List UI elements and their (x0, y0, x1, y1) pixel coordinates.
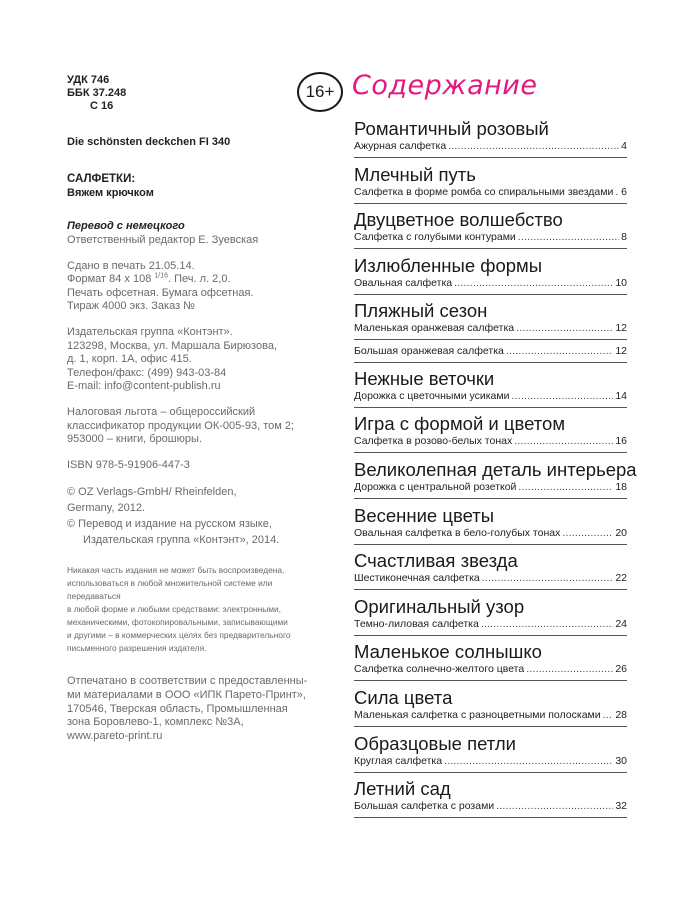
toc-section-title: Излюбленные формы (354, 254, 543, 276)
toc-entry-page: 26 (615, 663, 627, 676)
toc-entry-page: 22 (615, 572, 627, 585)
printer-line: ми материалами в ООО «ИПК Парето-Принт», (67, 688, 306, 701)
toc-entry-page: 18 (615, 481, 627, 494)
toc-entry-page: 24 (615, 617, 627, 630)
toc-section-title: Счастливая звезда (354, 550, 518, 572)
toc-entry-name: Маленькая оранжевая салфетка (354, 322, 515, 335)
toc-section-title: Образцовые петли (354, 732, 516, 754)
toc-entry[interactable] (354, 481, 627, 499)
tax-line: Налоговая льгота – общероссийский (67, 405, 256, 418)
bbk-code: ББК 37.248 (67, 87, 127, 99)
toc-section-title: Летний сад (354, 778, 451, 800)
toc-section-title: Маленькое солнышко (354, 641, 542, 663)
print-info (67, 260, 322, 314)
toc-entry[interactable] (354, 663, 627, 681)
classification-codes (67, 74, 322, 113)
toc-entry[interactable] (354, 140, 627, 158)
rights-notice (67, 564, 322, 655)
toc-entry-name: Дорожка с цветочными усиками (354, 389, 510, 402)
dot-leader (514, 435, 613, 448)
toc-section-title: Романтичный розовый (354, 118, 549, 139)
toc-section (354, 687, 627, 733)
format-fraction: 1/16 (154, 272, 169, 280)
toc-section (354, 459, 637, 505)
rights-line: и другими – в коммерческих целях без предварительного (67, 630, 291, 641)
toc-entry-page: 30 (615, 754, 627, 767)
printer-line: Отпечатано в соответствии с предоставленны- (67, 675, 308, 688)
toc-entry-name: Салфетка в розово-белых тонах (354, 435, 513, 448)
copyright-line: Издательская группа «Контэнт», 2014. (83, 534, 280, 547)
publisher-line: 123298, Москва, ул. Маршала Бирюзова, (67, 339, 277, 352)
format-text: Формат 84 x 108 (67, 273, 152, 286)
copyright-line: © OZ Verlags-GmbH/ Rheinfelden, (67, 486, 237, 499)
rights-line: использоваться в любой множительной системе или передаваться (67, 578, 273, 602)
rights-line: механическими, фотокопировальными, записывающими (67, 617, 288, 628)
toc-entry-page: 20 (615, 526, 627, 539)
toc-heading: Содержание (352, 70, 538, 101)
print-line (67, 273, 322, 287)
dot-leader (482, 572, 614, 585)
toc-entry-page: 32 (615, 800, 627, 813)
toc-entry-page: 14 (615, 389, 627, 402)
toc-section (354, 733, 627, 779)
printer-line: 170546, Тверская область, Промышленная (67, 702, 288, 715)
dot-leader (526, 663, 613, 676)
publisher-line: Телефон/факс: (499) 943-03-84 (67, 366, 227, 379)
rights-line: письменного разрешения издателя. (67, 643, 207, 654)
toc-entry-name: Салфетка с голубыми контурами (354, 231, 516, 244)
toc-entry-page: 28 (615, 709, 627, 722)
toc-entry-name: Салфетка солнечно-желтого цвета (354, 663, 525, 676)
toc-section-title: Оригинальный узор (354, 595, 525, 617)
dot-leader (448, 140, 619, 153)
toc-entry-page: 12 (615, 345, 627, 358)
toc-section (354, 209, 627, 255)
toc-section-title: Весенние цветы (354, 504, 495, 526)
toc-entry[interactable] (354, 345, 627, 363)
toc-entry[interactable] (354, 390, 627, 408)
rights-line: в любой форме и любыми средствами: электронными, (67, 604, 282, 615)
author-code: С 16 (90, 100, 114, 112)
toc-section (354, 596, 627, 642)
toc-entry[interactable] (354, 527, 627, 545)
publisher-email: E-mail: info@content-publish.ru (67, 380, 221, 393)
editor-line: Ответственный редактор Е. Зуевская (67, 234, 259, 246)
age-rating-badge: 16+ (297, 72, 343, 112)
translation-note: Перевод с немецкого (67, 220, 185, 232)
toc-section (354, 778, 627, 824)
rights-line: Никакая часть издания не может быть воспроизведена, (67, 565, 285, 576)
toc-entry-name: Большая салфетка с розами (354, 800, 495, 813)
toc-section (354, 255, 627, 301)
imprint-column (67, 74, 322, 743)
toc-entry[interactable] (354, 322, 627, 340)
toc-entry-name: Ажурная салфетка (354, 140, 447, 152)
toc-section-title: Сила цвета (354, 687, 453, 709)
copyright-info (67, 484, 322, 548)
dot-leader (481, 618, 613, 631)
toc-entry-name: Маленькая салфетка с разноцветными полосками (354, 709, 601, 722)
toc-entry[interactable] (354, 572, 627, 590)
tax-line: классификатор продукции ОК-005-93, том 2; (67, 419, 295, 432)
toc-entry[interactable] (354, 709, 627, 727)
publisher-line: д. 1, корп. 1А, офис 415. (67, 353, 192, 366)
toc-entry-page: 6 (621, 185, 627, 198)
print-line: Тираж 4000 экз. Заказ № (67, 300, 195, 313)
publisher-info (67, 326, 322, 394)
toc-entry-name: Шестиконечная салфетка (354, 572, 480, 585)
printer-info (67, 675, 322, 743)
dot-leader (444, 755, 613, 768)
dot-leader (562, 527, 613, 540)
toc-entry-name: Круглая салфетка (354, 754, 443, 767)
dot-leader (511, 390, 613, 403)
toc-entry[interactable] (354, 755, 627, 773)
toc-entry[interactable] (354, 435, 627, 453)
toc-section (354, 164, 627, 210)
print-line: Печать офсетная. Бумага офсетная. (67, 286, 254, 299)
toc-section (354, 641, 627, 687)
toc-entry[interactable] (354, 618, 627, 636)
dot-leader (518, 231, 619, 244)
toc-section (354, 118, 627, 164)
toc-section (354, 505, 627, 551)
dot-leader (506, 345, 613, 358)
toc-section (354, 413, 627, 459)
toc-section-title: Нежные веточки (354, 367, 495, 389)
isbn: ISBN 978-5-91906-447-3 (67, 458, 190, 471)
toc-entry-name: Большая оранжевая салфетка (354, 345, 504, 358)
toc-entry-page: 12 (615, 322, 627, 335)
toc-entry[interactable] (354, 800, 627, 818)
toc-entry-page: 4 (621, 140, 627, 152)
toc-entry[interactable] (354, 231, 627, 249)
toc-entry-page: 8 (621, 231, 627, 244)
print-line: Сдано в печать 21.05.14. (67, 259, 195, 272)
toc-entry-name: Овальная салфетка в бело-голубых тонах (354, 526, 561, 539)
sheets-text: . Печ. л. 2,0. (168, 273, 231, 286)
toc-entry[interactable] (354, 186, 627, 204)
table-of-contents (354, 118, 637, 824)
toc-section (354, 550, 627, 596)
original-title: Die schönsten deckchen FI 340 (67, 136, 231, 148)
toc-entry-name: Салфетка в форме ромба со спиральными звездами (354, 185, 614, 198)
toc-section-title: Двуцветное волшебство (354, 209, 563, 231)
dot-leader (516, 322, 613, 335)
udk-code: УДК 746 (67, 74, 110, 86)
toc-section-title: Млечный путь (354, 163, 476, 185)
copyright-line: © Перевод и издание на русском языке, (67, 518, 272, 531)
tax-line: 953000 – книги, брошюры. (67, 433, 202, 446)
printer-website: www.pareto-print.ru (67, 729, 163, 742)
printer-line: зона Боровлево-1, комплекс №3А, (67, 716, 244, 729)
dot-leader (518, 481, 613, 494)
dot-leader (603, 709, 614, 722)
toc-section (354, 368, 627, 414)
publisher-line: Издательская группа «Контэнт». (67, 325, 233, 338)
toc-entry-name: Дорожка с центральной розеткой (354, 481, 517, 494)
book-title: САЛФЕТКИ: (67, 173, 136, 185)
tax-info (67, 406, 322, 447)
dot-leader (454, 277, 613, 290)
toc-entry-page: 16 (615, 435, 627, 448)
toc-section-title: Великолепная деталь интерьера (354, 459, 637, 481)
toc-entry-name: Овальная салфетка (354, 276, 453, 289)
dot-leader (615, 186, 619, 199)
toc-section-title: Игра с формой и цветом (354, 413, 566, 435)
toc-entry[interactable] (354, 277, 627, 295)
dot-leader (496, 800, 613, 813)
toc-entry-page: 10 (615, 276, 627, 289)
toc-section-title: Пляжный сезон (354, 300, 488, 322)
toc-section (354, 300, 627, 368)
copyright-line: Germany, 2012. (67, 502, 146, 515)
book-title-block (67, 172, 322, 200)
toc-entry-name: Темно-лиловая салфетка (354, 617, 479, 630)
book-subtitle: Вяжем крючком (67, 187, 154, 199)
